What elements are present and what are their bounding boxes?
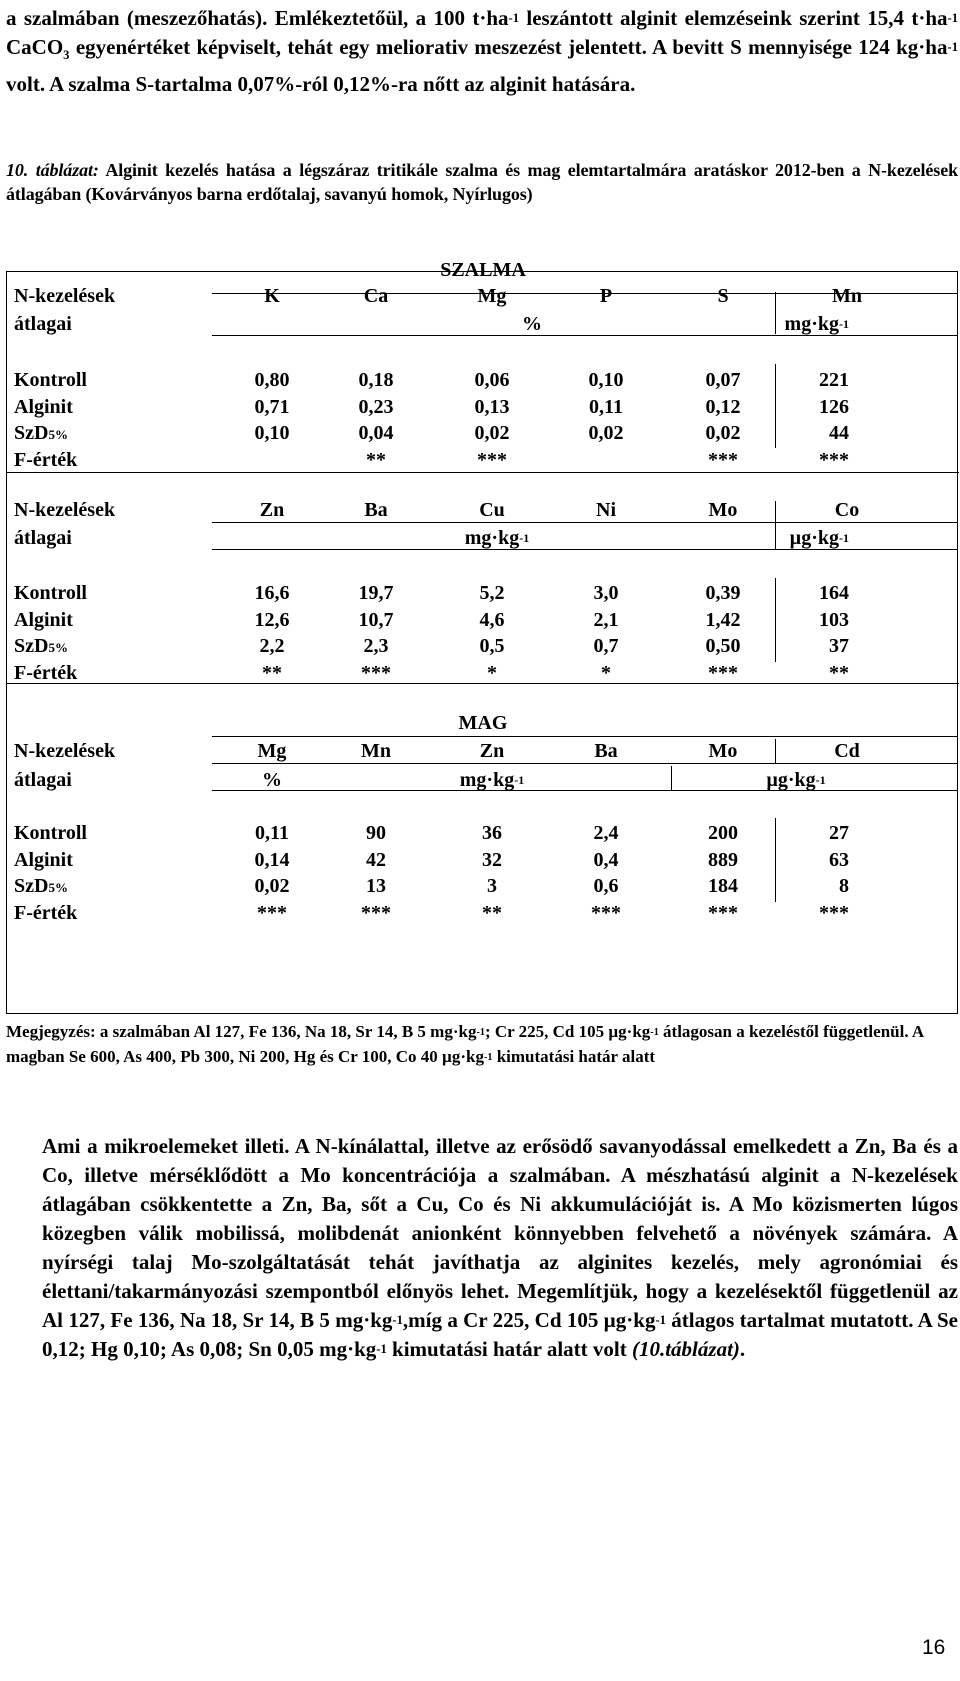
table-cell: 0,18 — [358, 369, 394, 391]
row-header: N-kezelések — [14, 499, 116, 521]
column-header: K — [264, 285, 280, 307]
table-cell: 0,12 — [705, 395, 741, 418]
table-rule — [212, 763, 958, 764]
row-label: Alginit — [14, 848, 73, 871]
table-cell: 3,0 — [593, 582, 619, 604]
table-cell: 0,23 — [358, 395, 394, 418]
table-rule — [7, 683, 959, 684]
table-cell: *** — [361, 901, 391, 924]
row-label: Alginit — [14, 608, 73, 631]
table-rule — [212, 736, 958, 737]
table-cell: 37 — [829, 635, 849, 657]
column-header: S — [717, 285, 729, 307]
table-column-rule — [775, 501, 776, 549]
table-column-rule — [775, 739, 776, 763]
table-cell: 0,50 — [705, 635, 741, 657]
table-cell: *** — [708, 901, 738, 924]
table-cell: 42 — [366, 848, 386, 871]
row-label: Kontroll — [14, 369, 87, 391]
row-label: F-érték — [14, 901, 78, 924]
row-header: N-kezelések — [14, 285, 116, 307]
column-header: Mg — [257, 740, 287, 762]
row-label: F-érték — [14, 448, 78, 471]
table-cell: 0,06 — [474, 369, 510, 391]
table-cell: ** — [829, 661, 849, 684]
table-cell: 5,2 — [479, 582, 505, 604]
table-cell: 90 — [366, 822, 386, 844]
table-cell: 0,71 — [254, 395, 290, 418]
table-cell: 889 — [708, 848, 738, 871]
page-number: 16 — [922, 1636, 946, 1659]
column-header: Ni — [596, 499, 616, 521]
table-cell: 126 — [819, 395, 849, 418]
table-cell: ** — [482, 901, 502, 924]
table-cell: 27 — [829, 822, 849, 844]
table-cell: 0,10 — [254, 422, 290, 444]
table-cell: *** — [708, 448, 738, 471]
table-rule — [212, 522, 958, 523]
table-cell: 63 — [829, 848, 849, 871]
column-header: Mg — [477, 285, 507, 307]
column-header: Mo — [708, 499, 738, 521]
table-column-rule — [671, 766, 672, 790]
column-header: Ba — [594, 740, 618, 762]
table-cell: *** — [708, 661, 738, 684]
table-reference: (10.táblázat) — [631, 1337, 740, 1361]
row-header: átlagai — [14, 527, 72, 549]
table-number: 10. táblázat: — [6, 160, 99, 180]
table-cell: 0,4 — [593, 848, 619, 871]
table-cell: ** — [366, 448, 386, 471]
table-cell: 221 — [819, 369, 849, 391]
table-note: Megjegyzés: a szalmában Al 127, Fe 136, Na 18, Sr 14, B 5 $mg\cdot kg^{-1}$; Cr 225, Cd 105 $\mu g\cdot kg^{-1}$ átlagosan a kezeléstől függetlenül. A magban Se 600, As 400, Pb 300, Ni 200, Hg és Cr 100, Co 40 $\mu g\cdot kg^{-1}$ kimutatási határ alatt — [6, 1022, 924, 1066]
table-cell: 0,13 — [474, 395, 510, 418]
table-cell: 0,14 — [254, 848, 290, 871]
table-cell: 0,02 — [254, 875, 290, 897]
table-rule — [7, 472, 959, 473]
table-cell: 8 — [839, 875, 849, 897]
table-cell: 0,6 — [593, 875, 619, 897]
table-cell: *** — [591, 901, 621, 924]
table-column-rule — [775, 292, 776, 334]
table-cell: 0,11 — [255, 822, 289, 844]
table-cell: 0,04 — [358, 422, 394, 444]
table-cell: 0,02 — [588, 422, 624, 444]
unit-ug-kg: $\mu g\cdot kg^{-1}$ — [766, 769, 826, 791]
table-cell: 44 — [829, 422, 849, 444]
table-cell: 2,4 — [593, 822, 619, 844]
table-cell: 36 — [482, 822, 502, 844]
column-header: Co — [834, 499, 860, 521]
unit-mg-kg: $mg\cdot kg^{-1}$ — [784, 313, 849, 335]
table-cell: * — [601, 661, 611, 684]
table-rule — [212, 790, 958, 791]
intro-paragraph: a szalmában (meszezőhatás). Emlékeztetőül, a 100 $t\cdot ha^{-1}$ leszántott alginit elemzéseink szerint 15,4 $t\cdot ha^{-1}$ CaCO$_3$ egyenértéket képviselt, tehát egy meliorativ meszezést jelentett. A bevitt S mennyisége 124 $kg\cdot ha^{-1}$ volt. A szalma S-tartalma 0,07%-ról 0,12%-ra nőtt az alginit hatására. — [6, 6, 958, 97]
column-header: Zn — [479, 740, 505, 762]
column-header: P — [599, 285, 613, 307]
row-label-szd: SzD5% — [14, 875, 68, 897]
unit-mg-kg: $mg\cdot kg^{-1}$ — [459, 769, 525, 791]
table-caption: 10. táblázat: Alginit kezelés hatása a légszáraz tritikále szalma és mag elemtartalmára aratáskor 2012-ben a N-kezelések átlagában (Kovárványos barna erdőtalaj, savanyú homok, Nyírlugos) — [6, 160, 959, 204]
table-cell: 13 — [366, 875, 386, 897]
table-cell: 164 — [819, 582, 849, 604]
unit-percent: % — [262, 769, 282, 791]
row-label-szd: SzD5% — [14, 635, 68, 657]
table-cell: 184 — [708, 875, 738, 897]
row-label: F-érték — [14, 661, 78, 684]
table-cell: 19,7 — [358, 582, 394, 604]
table-cell: 16,6 — [254, 582, 290, 604]
table-cell: 1,42 — [705, 608, 741, 631]
column-header: Cu — [479, 499, 505, 521]
row-header: átlagai — [14, 769, 72, 791]
row-header: átlagai — [14, 313, 72, 335]
column-header: Zn — [259, 499, 285, 521]
row-label-szd: SzD5% — [14, 422, 68, 444]
row-label: Kontroll — [14, 822, 87, 844]
table-cell: 103 — [819, 608, 849, 631]
table-cell: ** — [262, 661, 282, 684]
table-cell: 0,39 — [705, 582, 741, 604]
column-header: Mo — [708, 740, 738, 762]
table-rule — [212, 335, 958, 336]
table-cell: 12,6 — [254, 608, 290, 631]
body-paragraph: Ami a mikroelemeket illeti. A N-kínálattal, illetve az erősödő savanyodással emelkedett a Zn, Ba és a Co, illetve mérséklődött a Mo koncentrációja a szalmában. A mészhatású alginit a N-kezelések átlagában csökkentette a Zn, Ba, sőt a Cu, Co és Ni akkumulációját is. A Mo közismerten lúgos közegben válik mobilissá, molibdenát anionként könnyebben felvehető a növények számára. A nyírségi talaj Mo-szolgáltatását tehát javíthatja az alginites kezelés, mely agronómiai és élettani/takarmányozási szempontból előnyös lehet. Megemlítjük, hogy a kezelésektől függetlenül az Al 127, Fe 136, Na 18, Sr 14, B 5 $mg\cdot kg^{-1},míg$ a Cr 225, Cd 105 $\mu g\cdot kg^{-1}$ átlagos tartalmat mutatott. A Se 0,12; Hg 0,10; As 0,08; Sn 0,05 $mg\cdot kg^{-1}$ kimutatási határ alatt volt (10.táblázat). — [42, 1134, 958, 1361]
unit-percent: % — [522, 313, 542, 335]
row-label: Kontroll — [14, 582, 87, 604]
table-cell: *** — [819, 901, 849, 924]
table-cell: *** — [257, 901, 287, 924]
table-cell: 0,02 — [705, 422, 741, 444]
unit-ug-kg: $\mu g\cdot kg^{-1}$ — [789, 527, 849, 549]
column-header: Cd — [834, 740, 860, 762]
table-cell: 3 — [487, 875, 497, 897]
table-cell: 2,1 — [593, 608, 619, 631]
table-column-rule — [775, 818, 776, 902]
column-header: Ca — [363, 285, 389, 307]
table-cell: 0,07 — [705, 369, 741, 391]
table-cell: 0,80 — [254, 369, 290, 391]
table-cell: 32 — [482, 848, 502, 871]
section-title-mag: MAG — [458, 712, 508, 734]
element-content-table — [6, 259, 958, 1014]
table-cell: 0,5 — [479, 635, 505, 657]
table-cell: 2,3 — [363, 635, 389, 657]
table-cell: 0,10 — [588, 369, 624, 391]
unit-mg-kg: $mg\cdot kg^{-1}$ — [464, 527, 530, 549]
table-cell: *** — [819, 448, 849, 471]
table-column-rule — [775, 578, 776, 662]
table-cell: 10,7 — [358, 608, 394, 631]
table-cell: *** — [361, 661, 391, 684]
row-label: Alginit — [14, 395, 73, 418]
column-header: Mn — [832, 285, 862, 307]
table-cell: * — [487, 661, 497, 684]
table-cell: 0,02 — [474, 422, 510, 444]
table-cell: 0,11 — [589, 395, 623, 418]
column-header: Ba — [364, 499, 388, 521]
table-column-rule — [775, 364, 776, 448]
section-title-szalma: SZALMA — [440, 259, 526, 281]
table-cell: *** — [477, 448, 507, 471]
table-cell: 0,7 — [593, 635, 619, 657]
table-cell: 2,2 — [259, 635, 285, 657]
table-cell: 4,6 — [479, 608, 505, 631]
row-header: N-kezelések — [14, 740, 116, 762]
column-header: Mn — [361, 740, 391, 762]
table-rule — [212, 549, 958, 550]
table-cell: 200 — [708, 822, 738, 844]
